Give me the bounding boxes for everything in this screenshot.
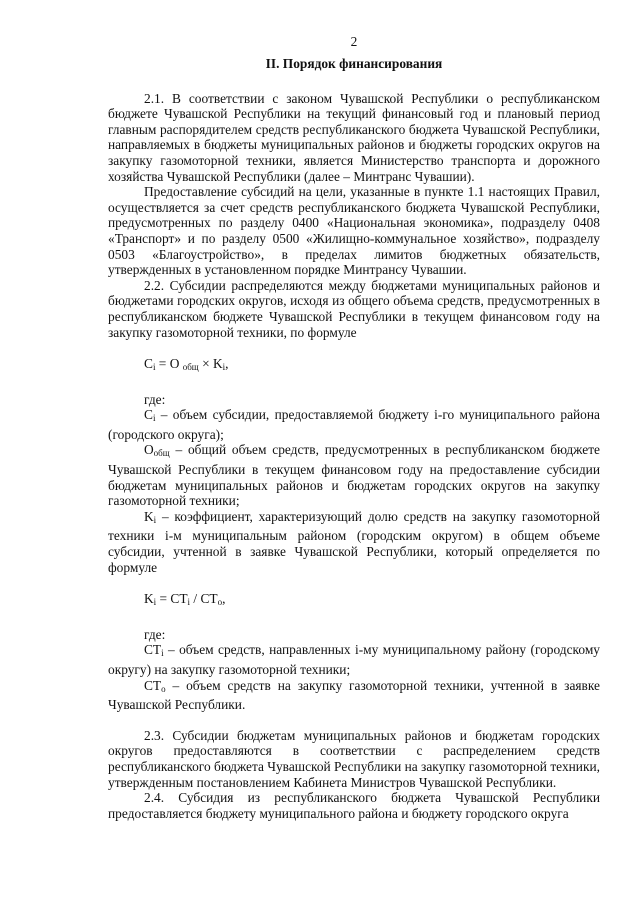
paragraph-2-1: 2.1. В соответствии с законом Чувашской Республики о республиканском бюджете Чувашской Республики на текущий финансовый год и плановый период главным распорядителем средств республиканского бюджета Чувашской Республики, направляемых в бюджеты муниципальных районов и бюджеты городских округов на закупку газомоторной техники, является Министерство транспорта и дорожного хозяйства Чувашской Республики (далее – Минтранс Чувашии). [108, 90, 600, 184]
section-heading: II. Порядок финансирования [265, 56, 443, 71]
formula-subsidy: $C_i = O$ $_{общ} \times K_i$, [144, 356, 229, 373]
where-label-2: где: [144, 626, 166, 642]
paragraph-2-4: 2.4. Субсидия из республиканского бюджета Чувашской Республики предоставляется бюджету муниципального района и бюджету городского округа [108, 790, 600, 821]
definition-ki: $K_i$ – коэффициент, характеризующий долю средств на закупку газомоторной техники i-м муниципальным районом (городским округом) в общем объеме субсидии, учтенной в заявке Чувашской Республики, который определяется по формуле [108, 508, 600, 575]
paragraph-2-3: 2.3. Субсидии бюджетам муниципальных районов и бюджетам городских округов предоставляются в соответствии с распределением средств республиканского бюджета Чувашской Республики на закупку газомоторной техники, утвержденным постановлением Кабинета Министров Чувашской Республики. [108, 727, 600, 790]
definition-o-total: $O_{общ}$ – общий объем средств, предусмотренных в республиканском бюджете Чувашской Республики в текущем финансовом году на предоставление субсидии бюджетам муниципальных районов и бюджетам городских округов на закупку газомоторной техники; [108, 442, 600, 509]
formula-coefficient: $K_i = CT_i / CT_o$, [144, 591, 226, 608]
definition-cto: $CT_o$ – объем средств на закупку газомоторной техники, учтенной в заявке Чувашской Республики. [108, 677, 600, 713]
paragraph-provision: Предоставление субсидий на цели, указанные в пункте 1.1 настоящих Правил, осуществляется за счет средств республиканского бюджета Чувашской Республики, предусмотренных по разделу 0400 «Национальная экономика», подразделу 0408 «Транспорт» и по разделу 0500 «Жилищно-коммунальное хозяйство», подразделу 0503 «Благоустройство», в пределах лимитов бюджетных обязательств, утвержденных в установленном порядке Минтрансу Чувашии. [108, 184, 600, 278]
document-page [108, 34, 600, 821]
definition-ci: $C_i$ – объем субсидии, предоставляемой бюджету i-го муниципального района (городского округа); [108, 407, 600, 442]
definition-cti: $CT_i$ – объем средств, направленных i-му муниципальному району (городскому округу) на закупку газомоторной техники; [108, 642, 600, 677]
paragraph-2-2: 2.2. Субсидии распределяются между бюджетами муниципальных районов и бюджетами городских округов, исходя из общего объема средств, предусмотренных в республиканском бюджете Чувашской Республики в текущем финансовом году на закупку газомоторной техники, по формуле [108, 277, 600, 340]
paragraph-gap [108, 713, 600, 728]
page-number: 2 [350, 34, 358, 49]
where-label-1: где: [144, 391, 166, 407]
